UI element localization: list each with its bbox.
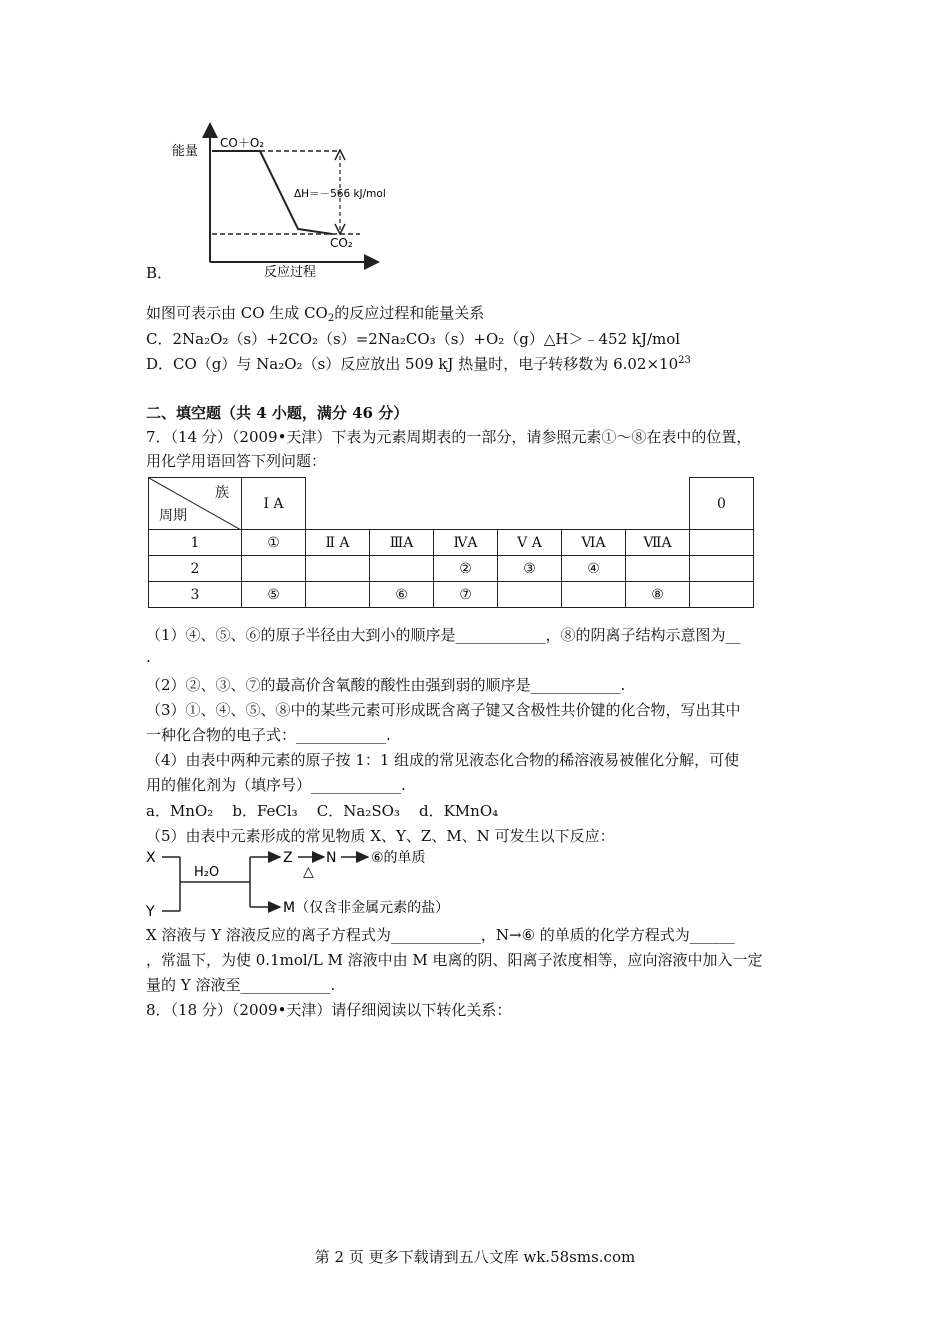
x-axis-label: 反应过程 [264, 265, 317, 280]
col-ia: Ⅰ A [242, 478, 306, 530]
table-cell [370, 556, 434, 582]
q7-part3-a: （3）①、④、⑤、⑧中的某些元素可形成既含离子键又含极性共价键的化合物，写出其中 [146, 701, 741, 719]
q7-part2: （2）②、③、⑦的最高价含氧酸的酸性由强到弱的顺序是____________. [146, 676, 626, 694]
period-cell: 3 [149, 582, 242, 608]
table-cell: ④ [562, 556, 626, 582]
product-label: CO₂ [330, 236, 353, 250]
q7-part1-a: （1）④、⑤、⑥的原子半径由大到小的顺序是____________，⑧的阴离子结构示意图为__ [146, 626, 741, 644]
q7-part5-b: ，常温下，为使 0.1mol/L M 溶液中由 M 电离的阴、阳离子浓度相等，应向溶液中加入一定 [146, 951, 763, 969]
q7-part5-a: X 溶液与 Y 溶液反应的离子方程式为____________，N→⑥ 的单质的化学方程式为______ [146, 926, 735, 944]
group-header: ⅥA [562, 530, 626, 556]
table-cell: ① [242, 530, 306, 556]
table-cell: ⑦ [434, 582, 498, 608]
header-period: 周期 [159, 508, 187, 524]
table-cell [690, 556, 754, 582]
option-b-caption: 如图可表示由 CO 生成 $CO_2$的反应过程和能量关系 [146, 304, 485, 324]
group-header: Ⅱ A [306, 530, 370, 556]
group-header: ⅢA [370, 530, 434, 556]
q8-line1: 8．（18 分）（2009•天津）请仔细阅读以下转化关系： [146, 1001, 512, 1019]
page-footer: 第 2 页 更多下载请到五八文库 wk.58sms.com [314, 1248, 636, 1266]
option-d: D．CO（g）与 Na₂O₂（s）反应放出 509 kJ 热量时，电子转移数为 $6.02\times 10^{23}$ [146, 355, 691, 373]
scheme-water: H₂O [194, 865, 220, 880]
q7-part4-b: 用的催化剂为（填序号）____________. [146, 776, 406, 794]
period-cell: 2 [149, 556, 242, 582]
col-0: 0 [690, 478, 754, 530]
q7-line2: 用化学用语回答下列问题： [146, 452, 327, 470]
header-group: 族 [215, 485, 229, 501]
table-cell: ⑥ [370, 582, 434, 608]
table-cell [306, 556, 370, 582]
scheme-element: ⑥的单质 [371, 850, 426, 866]
option-c: C．2Na₂O₂（s）+2CO₂（s）=2Na₂CO₃（s）+O₂（g）△H＞﹣452 kJ/mol [146, 330, 681, 348]
scheme-n: N [326, 850, 337, 866]
table-cell [306, 582, 370, 608]
q7-part5-c: 量的 Y 溶液至____________. [146, 976, 336, 994]
q7-part1-b: . [146, 648, 151, 666]
periodic-table [148, 477, 754, 608]
table-cell [498, 582, 562, 608]
table-cell [626, 556, 690, 582]
reactants-label: CO＋O₂ [220, 136, 265, 150]
y-axis-label: 能量 [172, 144, 199, 159]
q7-part5: （5）由表中元素形成的常见物质 X、Y、Z、M、N 可发生以下反应： [146, 827, 615, 845]
delta-h-label: ΔH＝－566 kJ/mol [294, 188, 386, 200]
table-cell [242, 556, 306, 582]
table-header-corner [149, 478, 242, 530]
table-cell: ③ [498, 556, 562, 582]
scheme-m: M（仅含非金属元素的盐） [283, 900, 450, 916]
table-cell [690, 530, 754, 556]
q7-part4-a: （4）由表中两种元素的原子按 1：1 组成的常见液态化合物的稀溶液易被催化分解，可使 [146, 751, 740, 769]
scheme-x: X [146, 850, 156, 866]
table-cell: ⑤ [242, 582, 306, 608]
group-header: ⅣA [434, 530, 498, 556]
table-cell [562, 582, 626, 608]
q7-line1: 7．（14 分）（2009•天津）下表为元素周期表的一部分，请参照元素①～⑧在表中的位置， [146, 428, 752, 446]
group-header: ⅦA [626, 530, 690, 556]
section-title: 二、填空题（共 4 小题，满分 46 分） [146, 404, 409, 422]
q7-choices: a．MnO₂ b．FeCl₃ C．Na₂SO₃ d．KMnO₄ [146, 802, 499, 820]
scheme-heat: △ [303, 864, 314, 880]
option-b-label: B． [146, 264, 173, 282]
scheme-y: Y [146, 904, 155, 920]
table-cell: ② [434, 556, 498, 582]
q7-part3-b: 一种化合物的电子式：____________. [146, 726, 391, 744]
energy-diagram [160, 120, 420, 280]
period-cell: 1 [149, 530, 242, 556]
scheme-z: Z [283, 850, 293, 866]
reaction-scheme [142, 846, 482, 921]
group-header: Ⅴ A [498, 530, 562, 556]
table-cell: ⑧ [626, 582, 690, 608]
table-cell [690, 582, 754, 608]
